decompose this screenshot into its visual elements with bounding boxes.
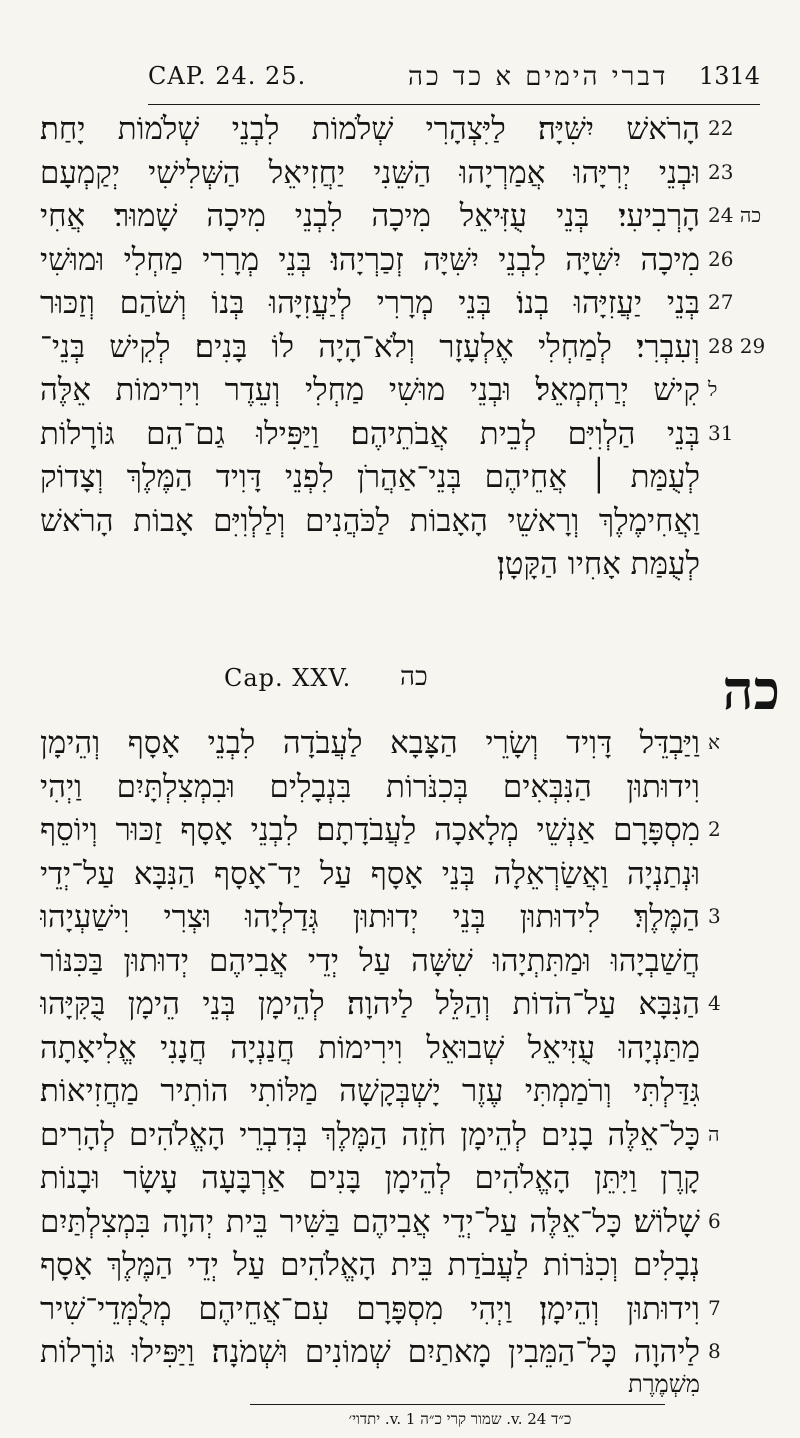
verse-text: וִידוּתוּן וְהֵימָן׃ וַיְהִי מִסְפָּרָם עִם־אֲחֵיהֶם מְלֻמְּדֵי־שִׁיר [40,1290,700,1327]
verse-text: גִּדַּלְתִּי וְרֹמַמְתִּי עֶזֶר יָשְׁבְּקָשָׁה מַלּוֹתִי הוֹתִיר מַחֲזִיאוֹת׃ [40,1073,700,1109]
chapter-number-large: כה [722,658,780,722]
text-line [40,239,700,283]
catchword: מִשְׁמֶרֶת [628,1370,700,1398]
footnote-rule [250,1404,665,1405]
running-header [148,62,760,102]
book-title: דברי הימים א כד כה [408,62,669,92]
verse-text: וְעִבְרִי׃ לְמַחְלִי אֶלְעָזָר וְלֹא־הָיָה לוֹ בָּנִים׃ לְקִישׁ בְּנֵי־ [40,328,700,365]
verse-number: ל [708,377,718,401]
text-block-chapter-24 [40,108,766,587]
verse-number: 7 [708,1295,721,1320]
verse-text: מִסְפָּרָם אַנְשֵׁי מְלָאכָה לַעֲבֹדָתָם׃ לִבְנֵי אָסָף זַכּוּר וְיוֹסֵף [40,812,700,848]
text-line [40,456,700,500]
verse-text: בְּנֵי יַעֲזִיָּהוּ בְנוֹ׃ בְּנֵי מְרָרִי לְיַעֲזִיָּהוּ בְּנוֹ וְשֹׁהַם וְזַכּוּר [40,285,700,321]
verse-text: וַיַּבְדֵּל דָּוִיד וְשָׂרֵי הַצָּבָא לַעֲבֹדָה לִבְנֵי אָסָף וְהֵימָן [40,725,700,761]
verse-number: 24 כה [708,203,762,227]
footnote: כ״ד v. 24. שמור קרי כ״ה v. 1. יתדוי׳ [348,1410,572,1428]
text-line [40,369,700,413]
verse-text: הָרֹאשׁ יִשִּׁיָּה׃ לַיִּצְהָרִי שְׁלֹמוֹת לִבְנֵי שְׁלֹמוֹת יָחַת׃ [40,111,700,147]
verse-text: קָרֶן וַיִּתֵּן הָאֱלֹהִים לְהֵימָן בָּנִים אַרְבָּעָה עָשָׂר וּבָנוֹת [40,1160,700,1196]
text-line [40,983,700,1027]
verse-text: מַתַּנְיָהוּ עֻזִּיאֵל שְׁבוּאֵל וִירִימוֹת חֲנַנְיָה חֲנָנִי אֱלִיאָתָה [40,1029,700,1066]
text-line [40,722,700,766]
verse-number: 2 [708,817,721,841]
verse-number: 28 29 [708,333,766,358]
text-line [40,940,700,984]
text-line [40,896,700,940]
verse-text: וּנְתַנְיָה וַאֲשַׂרְאֵלָה בְּנֵי אָסָף עַל יַד־אָסָף הַנִּבָּא עַל־יְדֵי [40,855,700,892]
chapter-title-latin: Cap. XXV. [224,664,352,692]
verse-text: שָׁלוֹשׁ׃ כָּל־אֵלֶּה עַל־יְדֵי אֲבִיהֶם בַּשִּׁיר בֵּית יְהוָה בִּמְצִלְתַּיִם [40,1203,700,1240]
page-number: 1314 [698,62,760,90]
chapter-heading [40,658,780,722]
text-line [40,766,700,810]
text-line [40,108,700,152]
text-line [40,500,700,544]
text-line [40,152,700,196]
verse-text: קִישׁ יְרַחְמְאֵל׃ וּבְנֵי מוּשִׁי מַחְלִי וְעֵדֶר וִירִימוֹת אֵלֶּה [40,372,700,408]
text-line [40,1070,700,1114]
verse-number: 31 [708,420,734,445]
verse-text: מִיכָה יִשִּׁיָּה לִבְנֵי יִשִּׁיָּה זְכַרְיָהוּ׃ בְּנֵי מְרָרִי מַחְלִי וּמוּשִׁי [40,241,700,278]
chapter-reference: CAP. 24. 25. [148,62,307,90]
text-line [40,1114,700,1158]
text-line [40,1157,700,1201]
text-line [40,853,700,897]
verse-number: 8 [708,1339,721,1363]
text-line [40,1331,700,1375]
verse-text: הַנִּבָּא עַל־הֹדוֹת וְהַלֵּל לַיהוָה׃ לְהֵימָן בְּנֵי הֵימָן בֻּקִּיָּהוּ [40,986,700,1022]
verse-number: 26 [708,246,734,271]
chapter-title-hebrew: כה [400,662,428,692]
text-line [40,413,700,457]
verse-text: לְעֻמַּת אָחִיו הַקָּטָן׃ [496,546,700,582]
verse-text: וִידוּתוּן הַנִּבְּאִים בְּכִנֹּרוֹת בִּנְבָלִים וּבִמְצִלְתָּיִם וַיְהִי [40,768,700,805]
verse-text: נְבָלִים וְכִנֹּרוֹת לַעֲבֹדַת בֵּית הָאֱלֹהִים עַל יְדֵי הַמֶּלֶךְ אָסָף [40,1247,700,1283]
text-line [40,1027,700,1071]
verse-text: הָרְבִיעִי׃ בְּנֵי עֻזִּיאֵל מִיכָה לִבְנֵי מִיכָה שָׁמוּר׃ אֲחִי [40,198,700,234]
verse-number: 23 [708,159,734,184]
verse-number: 27 [708,290,734,314]
verse-text: כָּל־אֵלֶּה בָנִים לְהֵימָן חֹזֵה הַמֶּלֶךְ בְּדִבְרֵי הָאֱלֹהִים לְהָרִים [40,1116,700,1153]
verse-text: הַמֶּלֶךְ׃ לִידוּתוּן בְּנֵי יְדוּתוּן גְּדַלְיָהוּ וּצְרִי וִישַׁעְיָהוּ [40,899,700,935]
verse-number: 4 [708,991,721,1015]
verse-number: ה [708,1121,720,1146]
header-rule [148,104,760,105]
verse-text: לַיהוָה כָּל־הַמֵּבִין מָאתַיִם שְׁמוֹנִים וּשְׁמֹנָה׃ וַיַּפִּילוּ גּוֹרָלוֹת [40,1334,700,1370]
verse-number: א [708,730,721,754]
text-line [40,195,700,239]
text-line [40,1244,700,1288]
text-line [40,543,700,587]
text-line [40,282,700,326]
text-line [40,1201,700,1245]
text-line [40,326,700,370]
text-line [40,1288,700,1332]
verse-number: 6 [708,1208,721,1233]
text-block-chapter-25 [40,722,721,1375]
verse-text: וּבְנֵי יְרִיָּהוּ אֲמַרְיָהוּ הַשֵּׁנִי יַחֲזִיאֵל הַשְּׁלִישִׁי יְקַמְעָם [40,154,700,191]
verse-text: חֲשַׁבְיָהוּ וּמַתִּתְיָהוּ שִׁשָּׁה עַל יְדֵי אֲבִיהֶם יְדוּתוּן בַּכִּנּוֹר [40,942,700,979]
verse-text: לְעֻמַּת ׀ אֲחֵיהֶם בְּנֵי־אַהֲרֹן לִפְנֵי דָּוִיד הַמֶּלֶךְ וְצָדוֹק [40,459,700,495]
verse-text: וַאֲחִימֶלֶךְ וְרָאשֵׁי הָאָבוֹת לַכֹּהֲנִים וְלַלְוִיִּם אָבוֹת הָרֹאשׁ [40,502,700,539]
text-line [40,809,700,853]
verse-number: 3 [708,904,721,928]
verse-text: בְּנֵי הַלְוִיִּם לְבֵית אֲבֹתֵיהֶם׃ וַיַּפִּילוּ גַם־הֵם גּוֹרָלוֹת [40,415,700,452]
verse-number: 22 [708,116,734,140]
